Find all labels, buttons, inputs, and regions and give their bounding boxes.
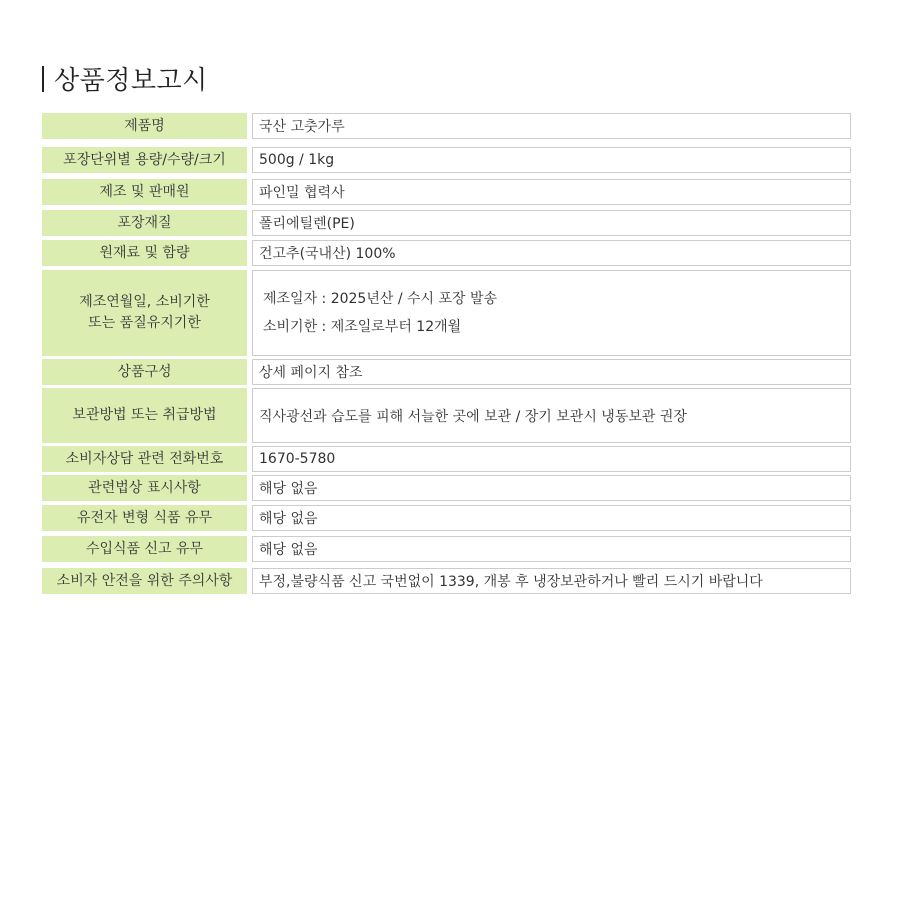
table-row (42, 446, 851, 472)
row-label: 제품명 (42, 113, 247, 139)
row-value: 1670-5780 (252, 446, 851, 472)
row-label: 원재료 및 함량 (42, 240, 247, 266)
row-label: 포장재질 (42, 210, 247, 236)
row-value: 상세 페이지 참조 (252, 359, 851, 385)
row-label: 포장단위별 용량/수량/크기 (42, 147, 247, 173)
row-label: 유전자 변형 식품 유무 (42, 505, 247, 531)
row-label: 소비자 안전을 위한 주의사항 (42, 568, 247, 594)
row-label: 소비자상담 관련 전화번호 (42, 446, 247, 472)
row-value: 폴리에틸렌(PE) (252, 210, 851, 236)
row-value: 직사광선과 습도를 피해 서늘한 곳에 보관 / 장기 보관시 냉동보관 권장 (252, 388, 851, 443)
row-label: 수입식품 신고 유무 (42, 536, 247, 562)
row-value: 건고추(국내산) 100% (252, 240, 851, 266)
row-label: 상품구성 (42, 359, 247, 385)
row-value (252, 270, 851, 356)
table-row (42, 113, 851, 139)
row-value: 부정,불량식품 신고 국번없이 1339, 개봉 후 냉장보관하거나 빨리 드시기 바랍니다 (252, 568, 851, 594)
table-row (42, 388, 851, 443)
row-value: 국산 고춧가루 (252, 113, 851, 139)
table-row (42, 179, 851, 205)
row-label: 보관방법 또는 취급방법 (42, 388, 247, 443)
row-label: 제조 및 판매원 (42, 179, 247, 205)
table-row (42, 359, 851, 385)
row-value-line: 소비기한 : 제조일로부터 12개월 (263, 319, 462, 335)
row-value: 해당 없음 (252, 475, 851, 501)
table-row (42, 270, 851, 356)
table-row (42, 210, 851, 236)
row-value: 500g / 1kg (252, 147, 851, 173)
row-label: 관련법상 표시사항 (42, 475, 247, 501)
title-bar-divider (42, 66, 44, 92)
row-value-line: 제조일자 : 2025년산 / 수시 포장 발송 (263, 291, 498, 307)
row-value: 해당 없음 (252, 536, 851, 562)
row-value: 파인밀 협력사 (252, 179, 851, 205)
row-label: 제조연월일, 소비기한 또는 품질유지기한 (42, 270, 247, 356)
table-row (42, 536, 851, 562)
table-row (42, 568, 851, 594)
table-row (42, 505, 851, 531)
table-row (42, 147, 851, 173)
row-value: 해당 없음 (252, 505, 851, 531)
table-row (42, 240, 851, 266)
table-row (42, 475, 851, 501)
page-title: 상품정보고시 (54, 66, 208, 96)
page-title-wrap (42, 60, 208, 97)
